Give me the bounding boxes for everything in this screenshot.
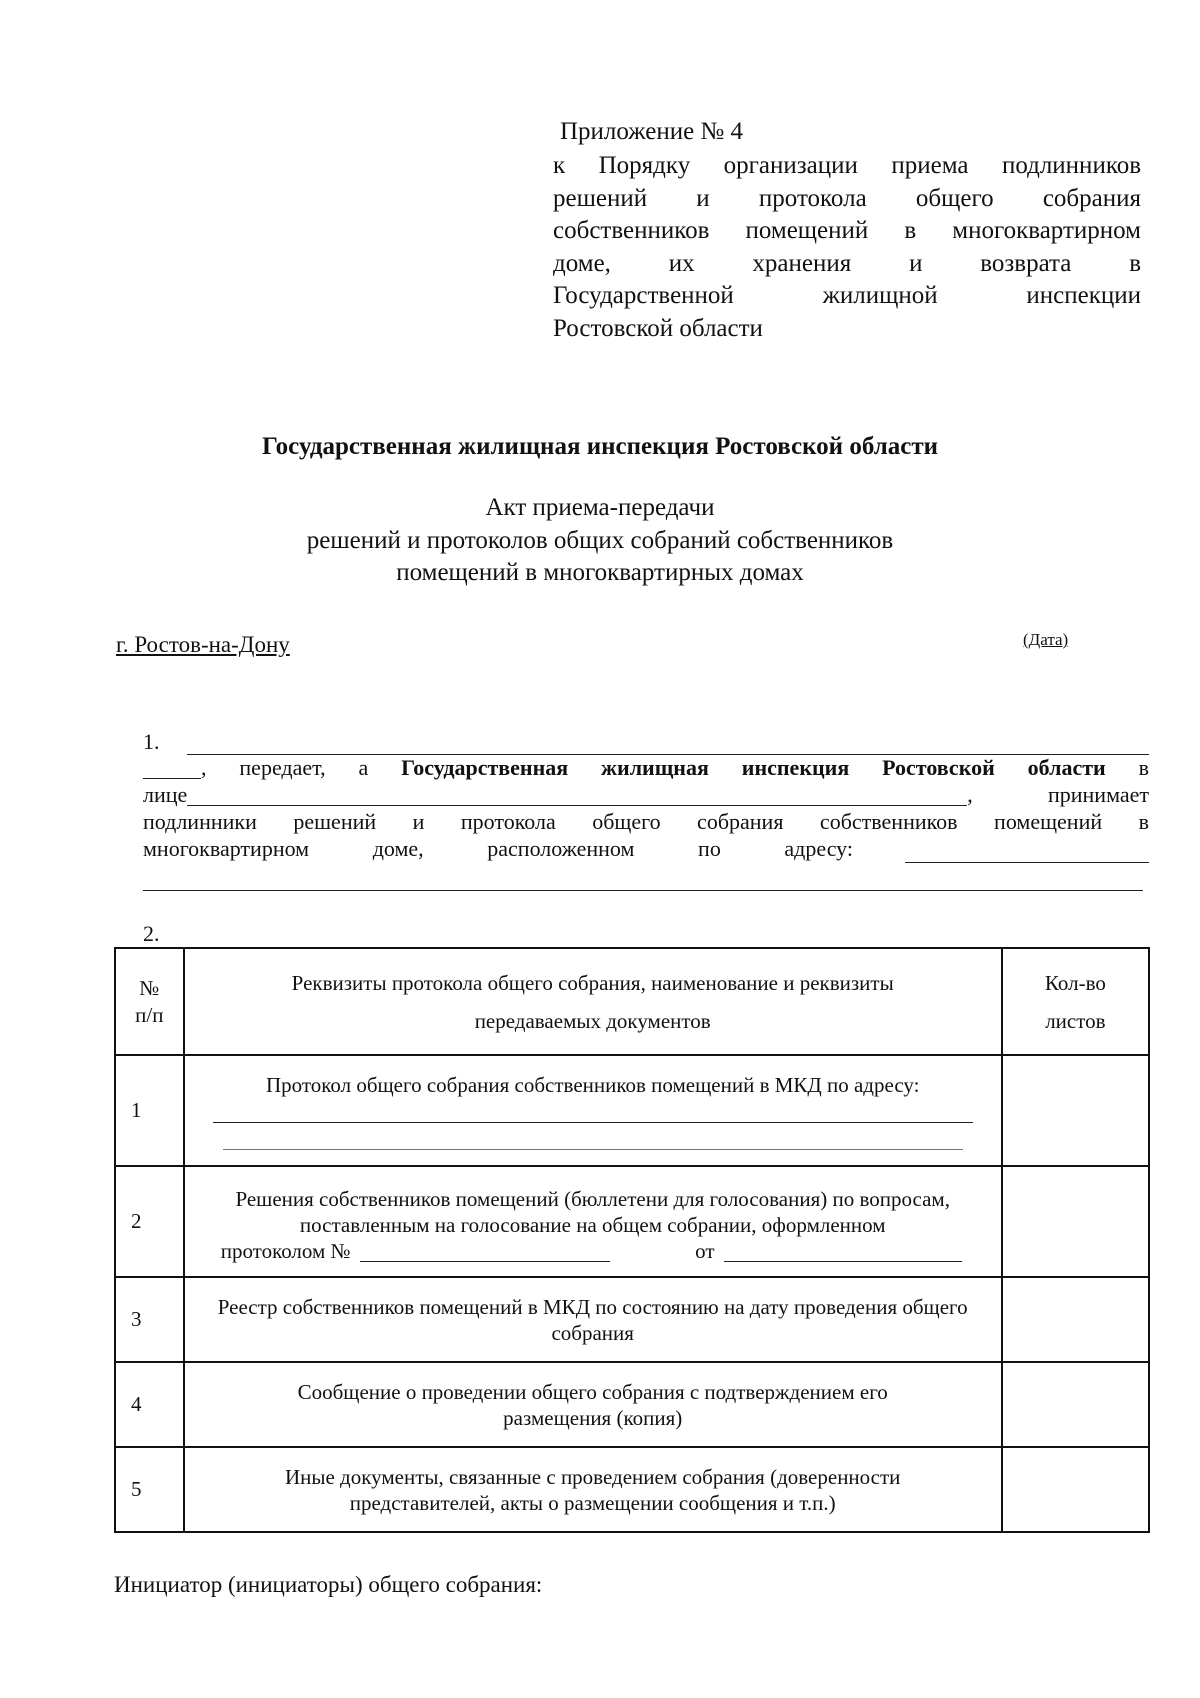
appendix-line: к Порядку организации приема подлинников [553,152,1141,179]
table-row [115,1055,1149,1166]
row-description [184,1362,1002,1447]
protocol-number-field[interactable] [360,1261,610,1262]
row-description [184,1055,1002,1166]
protocol-address-field[interactable] [213,1122,973,1123]
section-1-line-4 [143,835,1149,862]
row-number: 3 [115,1277,184,1362]
row-number: 4 [115,1362,184,1447]
row-text: Реестр собственников помещений в МКД по состоянию на дату проведения общего собрания [217,1294,968,1345]
row-description [184,1166,1002,1277]
header-number [115,948,184,1055]
appendix-line: Ростовской области [553,314,763,342]
row-number: 5 [115,1447,184,1532]
row-text: Протокол общего собрания собственников помещений в МКД по адресу: [265,1072,920,1097]
protocol-from-label: от [695,1238,715,1263]
row-number: 1 [115,1055,184,1166]
header-sheet-count-line: Кол-во [1044,970,1106,995]
address-field[interactable] [905,862,1149,863]
table-row [115,1362,1149,1447]
inspection-name: Государственная жилищная инспекция Ростовской области [401,755,1106,780]
appendix-title: Приложение № 4 [560,118,744,145]
table-row [115,1447,1149,1532]
date-field[interactable]: (Дата) [1023,630,1069,649]
appendix-line: собственников помещений в многоквартирном [553,217,1141,244]
sheet-count-cell[interactable] [1002,1055,1149,1166]
in-text: в [1105,755,1149,780]
section-1-number: 1. [143,729,160,754]
organization-title: Государственная жилищная инспекция Ростовской области [261,433,939,460]
table-header-row [115,948,1149,1055]
act-title-line: помещений в многоквартирных домах [396,559,804,586]
row-description [184,1447,1002,1532]
sheet-count-cell[interactable] [1002,1166,1149,1277]
recipient-name-field[interactable] [187,805,967,806]
appendix-line: доме, их хранения и возврата в [553,249,1141,277]
protocol-number-label: протоколом № [220,1238,351,1263]
sheet-count-cell[interactable] [1002,1362,1149,1447]
transfers-text: , передает, а [201,755,402,780]
header-sheet-count-line: листов [1045,1008,1106,1033]
sheet-count-cell[interactable] [1002,1277,1149,1362]
section-1-line-1 [143,754,1149,781]
row-text: Иные документы, связанные с проведением собрания (доверенности представителей, акты о размещении сообщения и т.п.) [284,1464,901,1515]
address-field-continuation[interactable] [143,890,1143,891]
section-1-line-3: подлинники решений и протокола общего собрания собственников помещений в [143,809,1149,834]
appendix-line: решений и протокола общего собрания [553,184,1141,212]
sheet-count-cell[interactable] [1002,1447,1149,1532]
row-text: Решения собственников помещений (бюллетени для голосования) по вопросам, поставленным на голосование на общем собрании, оформленном [235,1186,950,1237]
header-sheet-count [1002,948,1149,1055]
accepts-text: , принимает [967,782,1149,807]
header-description [184,948,1002,1055]
act-title-line: решений и протоколов общих собраний собственников [306,526,894,554]
header-number-line: п/п [135,1002,164,1027]
address-label: многоквартирном доме, расположенном по адресу: [143,836,853,861]
transferor-name-end-field[interactable] [143,778,201,779]
appendix-line: Государственной жилищной инспекции [553,282,1141,309]
city-label: г. Ростов-на-Дону [116,632,290,657]
table-row [115,1277,1149,1362]
row-description [184,1277,1002,1362]
act-title [0,492,1200,590]
initiator-label: Инициатор (инициаторы) общего собрания: [114,1572,543,1597]
section-2-number: 2. [143,921,160,946]
header-description-line: передаваемых документов [474,1008,711,1033]
person-label: лице [143,782,188,807]
protocol-address-field-continuation[interactable] [223,1149,963,1150]
act-title-line: Акт приема-передачи [485,494,715,521]
section-1-line-2 [143,781,1149,808]
header-number-line: № [139,975,160,1000]
table-row [115,1166,1149,1277]
header-description-line: Реквизиты протокола общего собрания, наименование и реквизиты [291,970,894,995]
protocol-date-field[interactable] [724,1261,962,1262]
row-number: 2 [115,1166,184,1277]
documents-table [114,947,1150,1533]
appendix-description [553,150,1141,345]
row-text: Сообщение о проведении общего собрания с подтверждением его размещения (копия) [297,1379,888,1430]
